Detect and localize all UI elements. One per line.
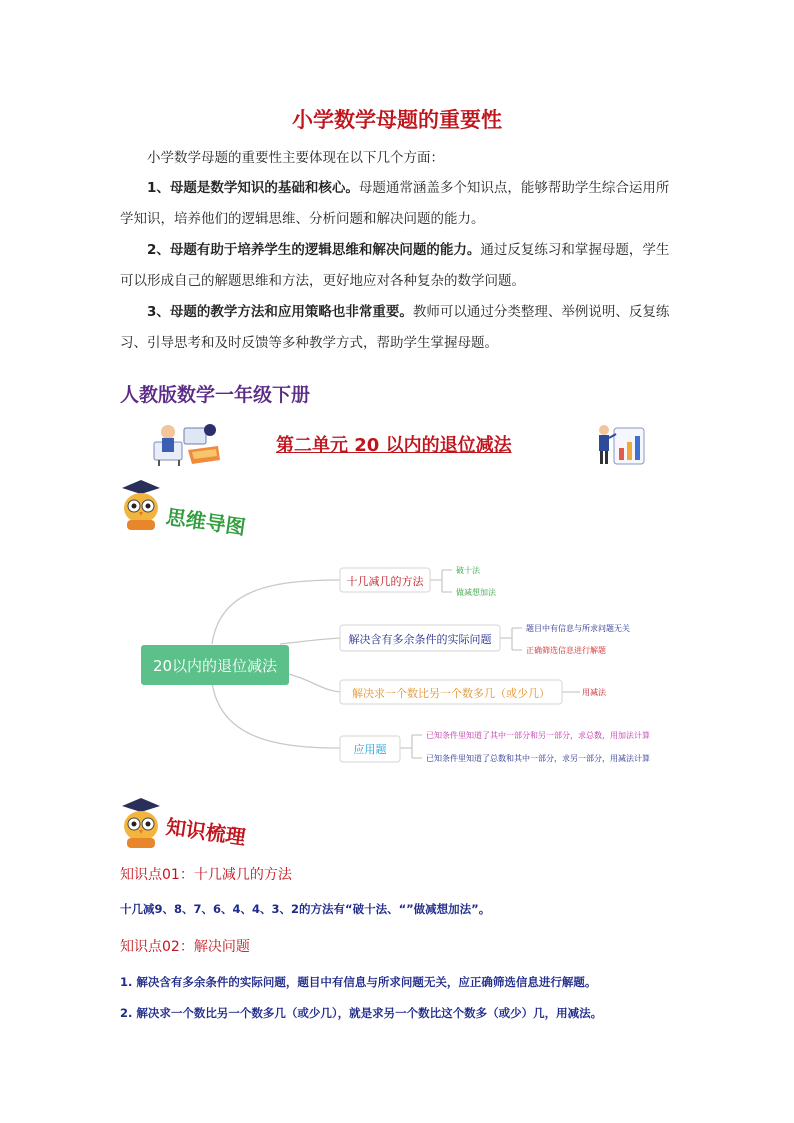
point-3-text: 教师可以通过分类整理、举例说明、反复练习、引导思考和及时反馈等多种教学方式，帮助学生掌握母题。	[120, 304, 670, 351]
knowledge-line: 十几减9、8、7、6、4、4、3、2的方法有“破十法、“”做减想加法”。	[120, 902, 491, 916]
point-1-bold: 1、母题是数学知识的基础和核心。	[147, 180, 359, 196]
mind-map	[130, 550, 670, 790]
mindmap-badge: 思维导图	[164, 504, 248, 540]
chart-illustration	[592, 420, 648, 468]
mindmap-branch-1: 十几减几的方法	[346, 575, 424, 588]
mindmap-branch-4: 应用题	[353, 743, 387, 756]
knowledge-line: 1. 解决含有多余条件的实际问题，题目中有信息与所求问题无关，应正确筛选信息进行解题。	[120, 975, 597, 989]
mindmap-branch-3: 解决求一个数比另一个数多几（或少几）	[352, 687, 550, 700]
point-2	[120, 235, 676, 297]
point-2-text: 通过反复练习和掌握母题，学生可以形成自己的解题思维和方法，更好地应对各种复杂的数学问题。	[120, 242, 670, 289]
classroom-illustration	[148, 420, 226, 466]
mindmap-leaf: 破十法	[456, 566, 480, 575]
knowledge-heading-2: 知识点02：解决问题	[120, 939, 250, 955]
mindmap-leaf: 正确筛选信息进行解题	[526, 646, 606, 655]
knowledge-badge: 知识梳理	[164, 814, 248, 850]
owl-mascot-icon	[118, 478, 164, 534]
mindmap-branch-2: 解决含有多余条件的实际问题	[348, 633, 492, 646]
mindmap-leaf: 用减法	[582, 688, 606, 697]
unit-title: 第二单元 20 以内的退位减法	[276, 435, 512, 456]
point-3-bold: 3、母题的教学方法和应用策略也非常重要。	[147, 304, 413, 320]
point-2-bold: 2、母题有助于培养学生的逻辑思维和解决问题的能力。	[147, 242, 481, 258]
mindmap-leaf: 题目中有信息与所求问题无关	[526, 624, 630, 633]
point-3	[120, 297, 676, 359]
mindmap-leaf: 做减想加法	[456, 588, 496, 597]
intro-text: 小学数学母题的重要性主要体现在以下几个方面：	[147, 150, 444, 166]
page-title: 小学数学母题的重要性	[292, 108, 502, 132]
knowledge-heading-1: 知识点01：十几减几的方法	[120, 867, 292, 883]
owl-mascot-icon	[118, 796, 164, 852]
point-1	[120, 173, 676, 235]
mindmap-leaf: 已知条件里知道了总数和其中一部分，求另一部分，用减法计算	[426, 754, 650, 763]
book-title: 人教版数学一年级下册	[120, 384, 311, 406]
mindmap-root: 20以内的退位减法	[152, 657, 278, 675]
point-1-text: 母题通常涵盖多个知识点，能够帮助学生综合运用所学知识，培养他们的逻辑思维、分析问题和解决问题的能力。	[120, 180, 670, 227]
mindmap-leaf: 已知条件里知道了其中一部分和另一部分，求总数，用加法计算	[426, 731, 650, 740]
knowledge-line: 2. 解决求一个数比另一个数多几（或少几），就是求另一个数比这个数多（或少）几，用减法。	[120, 1006, 603, 1020]
